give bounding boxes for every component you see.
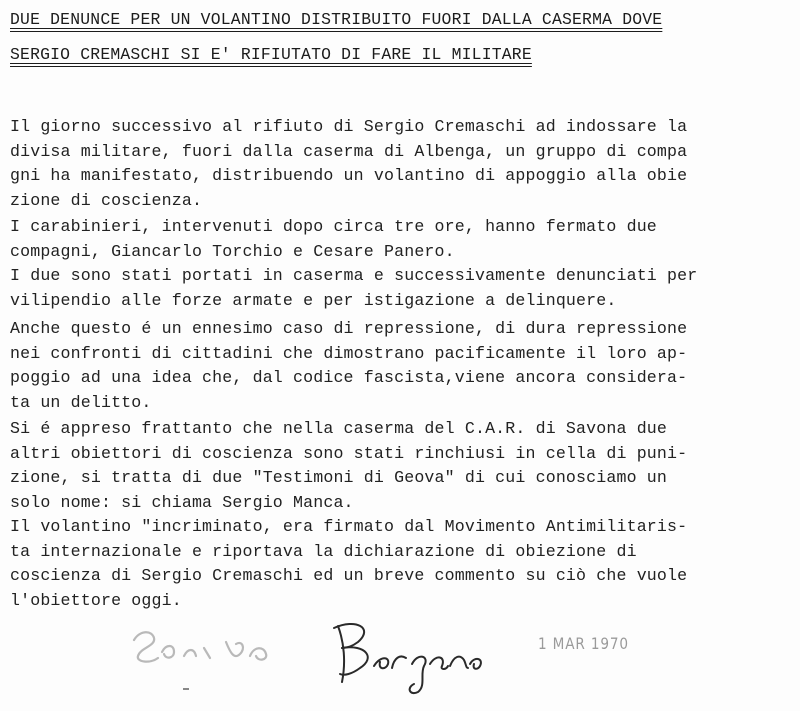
paragraph-line: coscienza di Sergio Cremaschi ed un breve commento su ciò che vuole bbox=[10, 566, 688, 585]
paragraph-line: vilipendio alle forze armate e per istigazione a delinquere. bbox=[10, 290, 617, 310]
paragraph-4 bbox=[10, 417, 795, 613]
date-stamp: 1 MAR 1970 bbox=[538, 634, 629, 653]
archive-annotation bbox=[130, 612, 690, 702]
paragraph-1 bbox=[10, 115, 795, 213]
paragraph-line: Il volantino "incriminato, era firmato dal Movimento Antimilitaris- bbox=[10, 517, 688, 536]
paragraph-line: zione, si tratta di due "Testimoni di Geova" di cui conosciamo un bbox=[10, 468, 668, 487]
paragraph-line: compagni, Giancarlo Torchio e Cesare Panero. bbox=[10, 241, 455, 261]
handwritten-signature bbox=[130, 612, 530, 702]
paragraph-line: nei confronti di cittadini che dimostrano pacificamente il loro ap- bbox=[10, 343, 688, 363]
paragraph-line: Anche questo é un ennesimo caso di repressione, di dura repressione bbox=[10, 319, 688, 338]
paragraph-2 bbox=[10, 215, 795, 313]
paragraph-line: ta un delitto. bbox=[10, 392, 152, 412]
paragraph-line: I carabinieri, intervenuti dopo circa tre ore, hanno fermato due bbox=[10, 217, 657, 236]
paragraph-line: Si é appreso frattanto che nella caserma del C.A.R. di Savona due bbox=[10, 419, 668, 438]
paragraph-line: solo nome: si chiama Sergio Manca. bbox=[10, 492, 354, 512]
paragraph-3 bbox=[10, 317, 795, 415]
document-title-line-1: DUE DENUNCE PER UN VOLANTINO DISTRIBUITO FUORI DALLA CASERMA DOVE bbox=[10, 10, 663, 29]
paragraph-line: Il giorno successivo al rifiuto di Sergio Cremaschi ad indossare la bbox=[10, 117, 688, 136]
paragraph-line: gni ha manifestato, distribuendo un volantino di appoggio alla obie bbox=[10, 166, 688, 185]
paragraph-line: divisa militare, fuori dalla caserma di Albenga, un gruppo di compa bbox=[10, 141, 688, 161]
paragraph-line: altri obiettori di coscienza sono stati rinchiusi in cella di puni- bbox=[10, 443, 688, 463]
paragraph-line: poggio ad una idea che, dal codice fascista,viene ancora considera- bbox=[10, 368, 688, 387]
paragraph-line: zione di coscienza. bbox=[10, 190, 203, 210]
document-title-line-2: SERGIO CREMASCHI SI E' RIFIUTATO DI FARE IL MILITARE bbox=[10, 45, 532, 64]
ink-mark bbox=[183, 688, 189, 690]
paragraph-line: l'obiettore oggi. bbox=[10, 590, 182, 610]
paragraph-line: I due sono stati portati in caserma e successivamente denunciati per bbox=[10, 266, 698, 285]
paragraph-line: ta internazionale e riportava la dichiarazione di obiezione di bbox=[10, 541, 637, 561]
